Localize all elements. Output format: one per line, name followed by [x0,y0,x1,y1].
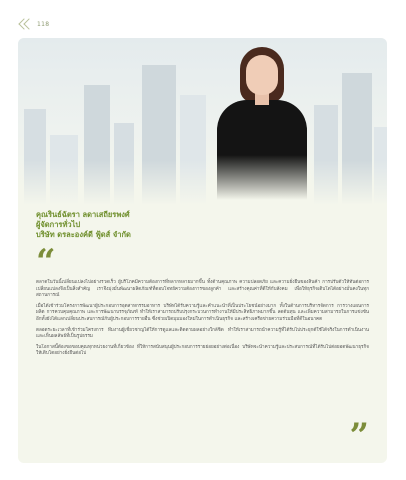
testimonial-text [36,280,369,362]
profile-position: ผู้จัดการทั่วไป [36,220,81,229]
testimonial-paragraph: ในโอกาสนี้ต้องขอขอบคุณทุกหน่วยงานที่เกี่ยวข้อง ที่ให้การสนับสนุนผู้ประกอบการรายย่อยอย่างต่อเนื่อง บริษัทจะนำความรู้และประสบการณ์ที่ได้รับไปต่อยอดพัฒนาธุรกิจให้เติบโตอย่างยั่งยืนต่อไป [36,344,369,357]
hero-fade [18,160,387,205]
portrait-photo [213,45,311,205]
quote-open-icon: “ [36,242,56,282]
page-number: 118 [37,20,50,28]
testimonial-paragraph: เมื่อได้เข้าร่วมโครงการพัฒนาผู้ประกอบการอุตสาหกรรมอาหาร บริษัทได้รับความรู้และคำแนะนำที่เป็นประโยชน์อย่างมาก ทั้งในด้านการบริหารจัดการ การวางแผนการผลิต การควบคุมคุณภาพ และการพัฒนาบรรจุภัณฑ์ ทำให้เราสามารถปรับปรุงกระบวนการทำงานให้มีประสิทธิภาพมากขึ้น ลดต้นทุน และเพิ่มความสามารถในการแข่งขัน อีกทั้งยังได้แลกเปลี่ยนประสบการณ์กับผู้ประกอบการรายอื่น ซึ่งช่วยเปิดมุมมองใหม่ในการดำเนินธุรกิจ และสร้างเครือข่ายความร่วมมือที่ดีในอนาคต [36,303,369,322]
testimonial-card [18,38,387,463]
page-header [20,16,49,32]
profile-company: บริษัท ดรละองค์ดี ฟู้ดส์ จำกัด [36,230,131,239]
testimonial-paragraph: ตลอดระยะเวลาที่เข้าร่วมโครงการ ทีมงานผู้เชี่ยวชาญได้ให้การดูแลและติดตามผลอย่างใกล้ชิด ทำให้เราสามารถนำความรู้ที่ได้รับไปประยุกต์ใช้ได้จริงในการดำเนินงาน และเห็นผลลัพธ์ที่เป็นรูปธรรม [36,327,369,340]
hero-photo [18,38,387,205]
testimonial-paragraph: ตลาดในวันนี้เปลี่ยนแปลงไปอย่างรวดเร็ว ผู้บริโภคมีความต้องการที่หลากหลายมากขึ้น ทั้งด้านคุณภาพ ความปลอดภัย และความยั่งยืนของสินค้า การปรับตัวให้ทันต่อการเปลี่ยนแปลงจึงเป็นสิ่งสำคัญ เราจึงมุ่งมั่นพัฒนาผลิตภัณฑ์ที่ตอบโจทย์ความต้องการของลูกค้า และสร้างคุณค่าที่ดีให้กับสังคม เพื่อให้ธุรกิจเติบโตได้อย่างมั่นคงในทุกสถานการณ์ [36,280,369,299]
profile-block [36,210,131,240]
portrait-fade [213,155,311,205]
profile-name: คุณรินธ์ฉัตรา ลดาเสถียรพงศ์ [36,210,130,219]
quote-close-icon: ” [349,416,369,456]
portrait-face [246,55,278,95]
